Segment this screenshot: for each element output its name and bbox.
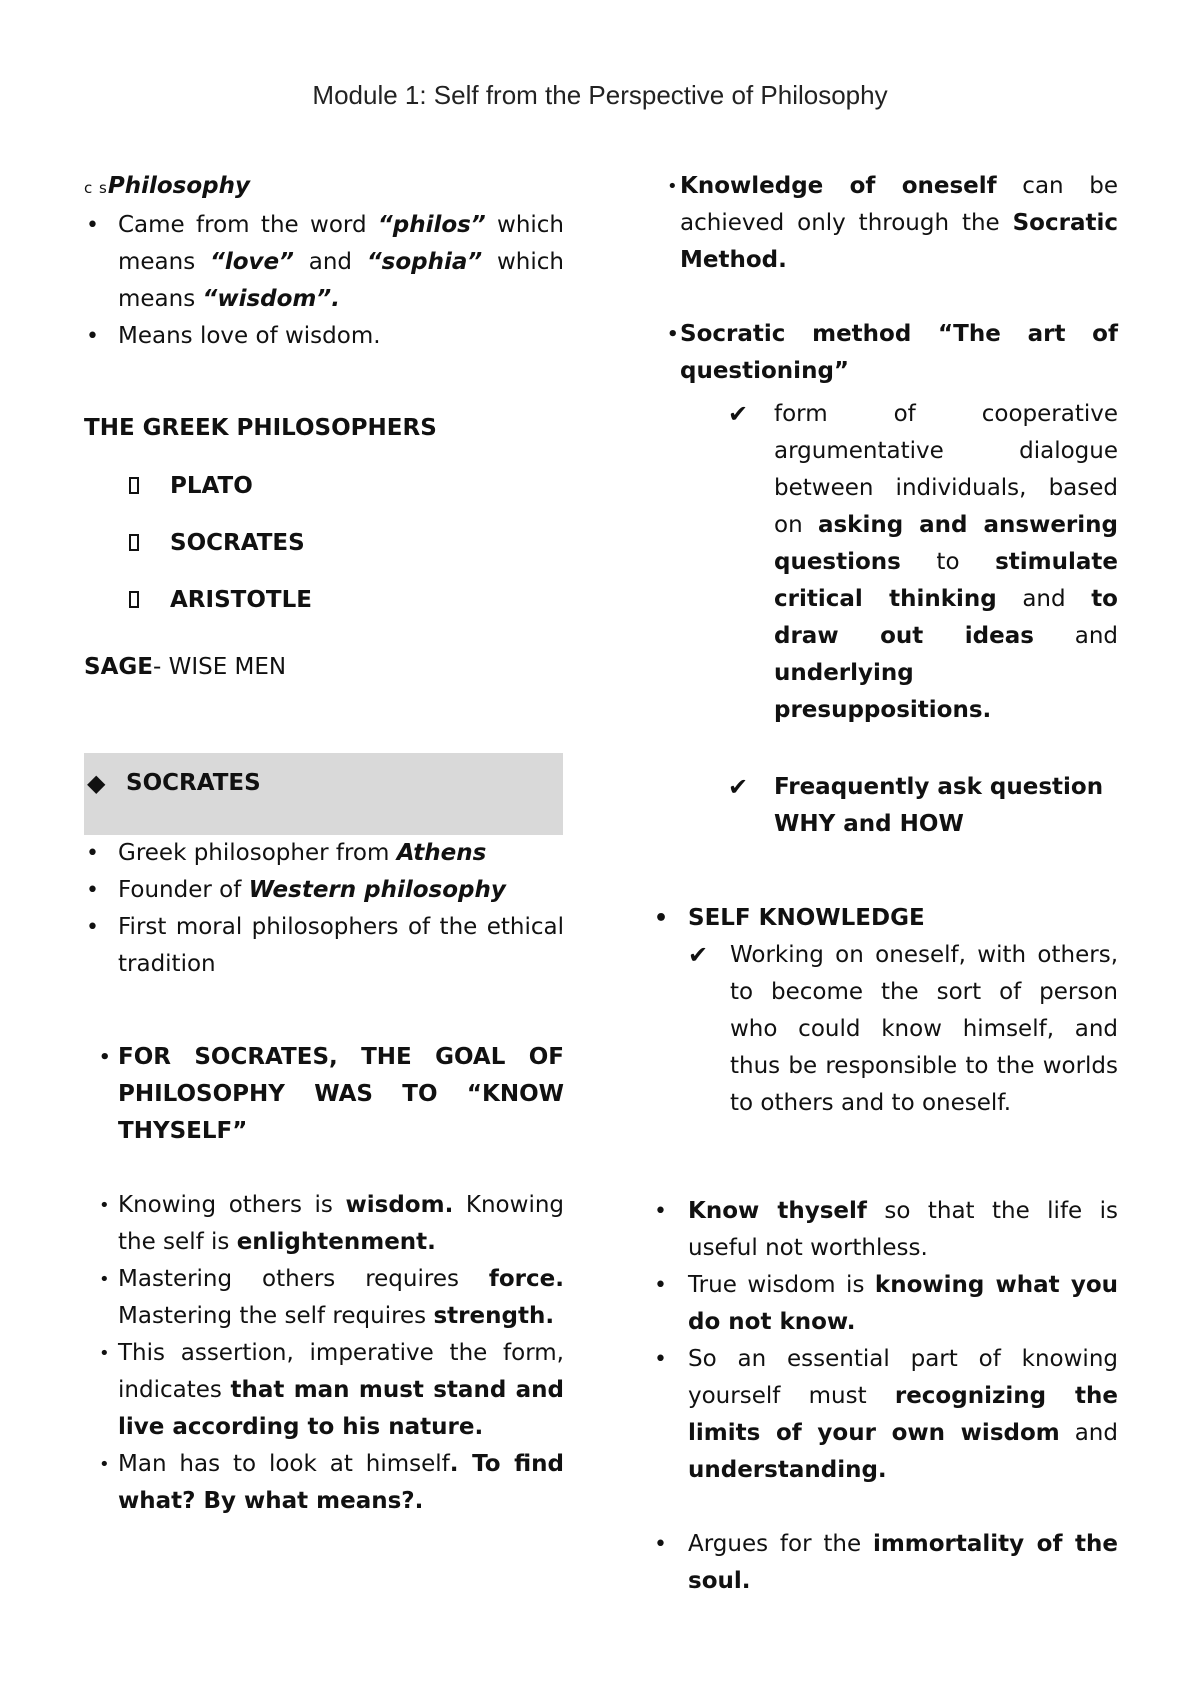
left-column xyxy=(84,168,564,686)
list-item: ✔ Freaquently ask question WHY and HOW xyxy=(728,769,1118,843)
philosophy-title: Philosophy xyxy=(107,173,250,199)
list-item: • True wisdom is knowing what you do not know. xyxy=(652,1267,1118,1341)
socrates-details xyxy=(84,835,564,1520)
right-column xyxy=(652,168,1118,1600)
self-knowledge-heading: • SELF KNOWLEDGE xyxy=(652,900,1118,937)
list-item: • Argues for the immortality of the soul. xyxy=(652,1526,1118,1600)
diamond-icon: ◆ xyxy=(87,769,106,797)
philosophy-heading xyxy=(84,168,564,207)
list-item: • Founder of Western philosophy xyxy=(84,872,564,909)
list-item: ✔ Working on oneself, with others, to become the sort of person who could know himself, and thus be responsible to the worlds to others and to oneself. xyxy=(688,937,1118,1122)
list-item: • Man has to look at himself. To find what? By what means?. xyxy=(84,1446,564,1520)
philosopher-item-socrates: SOCRATES xyxy=(84,525,564,562)
socrates-section-header xyxy=(84,753,563,835)
heading-mark: c s xyxy=(84,179,108,197)
sage-line: SAGE- WISE MEN xyxy=(84,654,287,680)
list-item: • So an essential part of knowing yourself must recognizing the limits of your own wisdom and understanding. xyxy=(652,1341,1118,1489)
socratic-method: • Socratic method “The art of questioning” xyxy=(652,316,1118,390)
list-item: • Know thyself so that the life is useful not worthless. xyxy=(652,1193,1118,1267)
list-item: • Knowing others is wisdom. Knowing the self is enlightenment. xyxy=(84,1187,564,1261)
list-item: • First moral philosophers of the ethical tradition xyxy=(84,909,564,983)
knowledge-of-oneself: • Knowledge of oneself can be achieved only through the Socratic Method. xyxy=(652,168,1118,279)
socrates-goal: • FOR SOCRATES, THE GOAL OF PHILOSOPHY WAS TO “KNOW THYSELF” xyxy=(84,1039,564,1150)
list-item: • Means love of wisdom. xyxy=(84,318,564,355)
list-item: • This assertion, imperative the form, indicates that man must stand and live according to his nature. xyxy=(84,1335,564,1446)
philosopher-item-plato: PLATO xyxy=(84,468,564,505)
philosopher-item-aristotle: ARISTOTLE xyxy=(84,582,564,619)
list-item: • Came from the word “philos” which means “love” and “sophia” which means “wisdom”. xyxy=(84,207,564,318)
list-item: • Mastering others requires force. Mastering the self requires strength. xyxy=(84,1261,564,1335)
self-knowledge-details xyxy=(688,937,1118,1122)
list-item: • Greek philosopher from Athens xyxy=(84,835,564,872)
page-title: Module 1: Self from the Perspective of Philosophy xyxy=(312,80,888,110)
socrates-header-label: SOCRATES xyxy=(126,770,261,796)
list-item: ✔ form of cooperative argumentative dialogue between individuals, based on asking and answering questions to stimulate critical thinking and to draw out ideas and underlying presuppositions. xyxy=(728,396,1118,729)
greek-philosophers-heading: THE GREEK PHILOSOPHERS xyxy=(84,415,437,441)
method-details xyxy=(728,396,1118,843)
